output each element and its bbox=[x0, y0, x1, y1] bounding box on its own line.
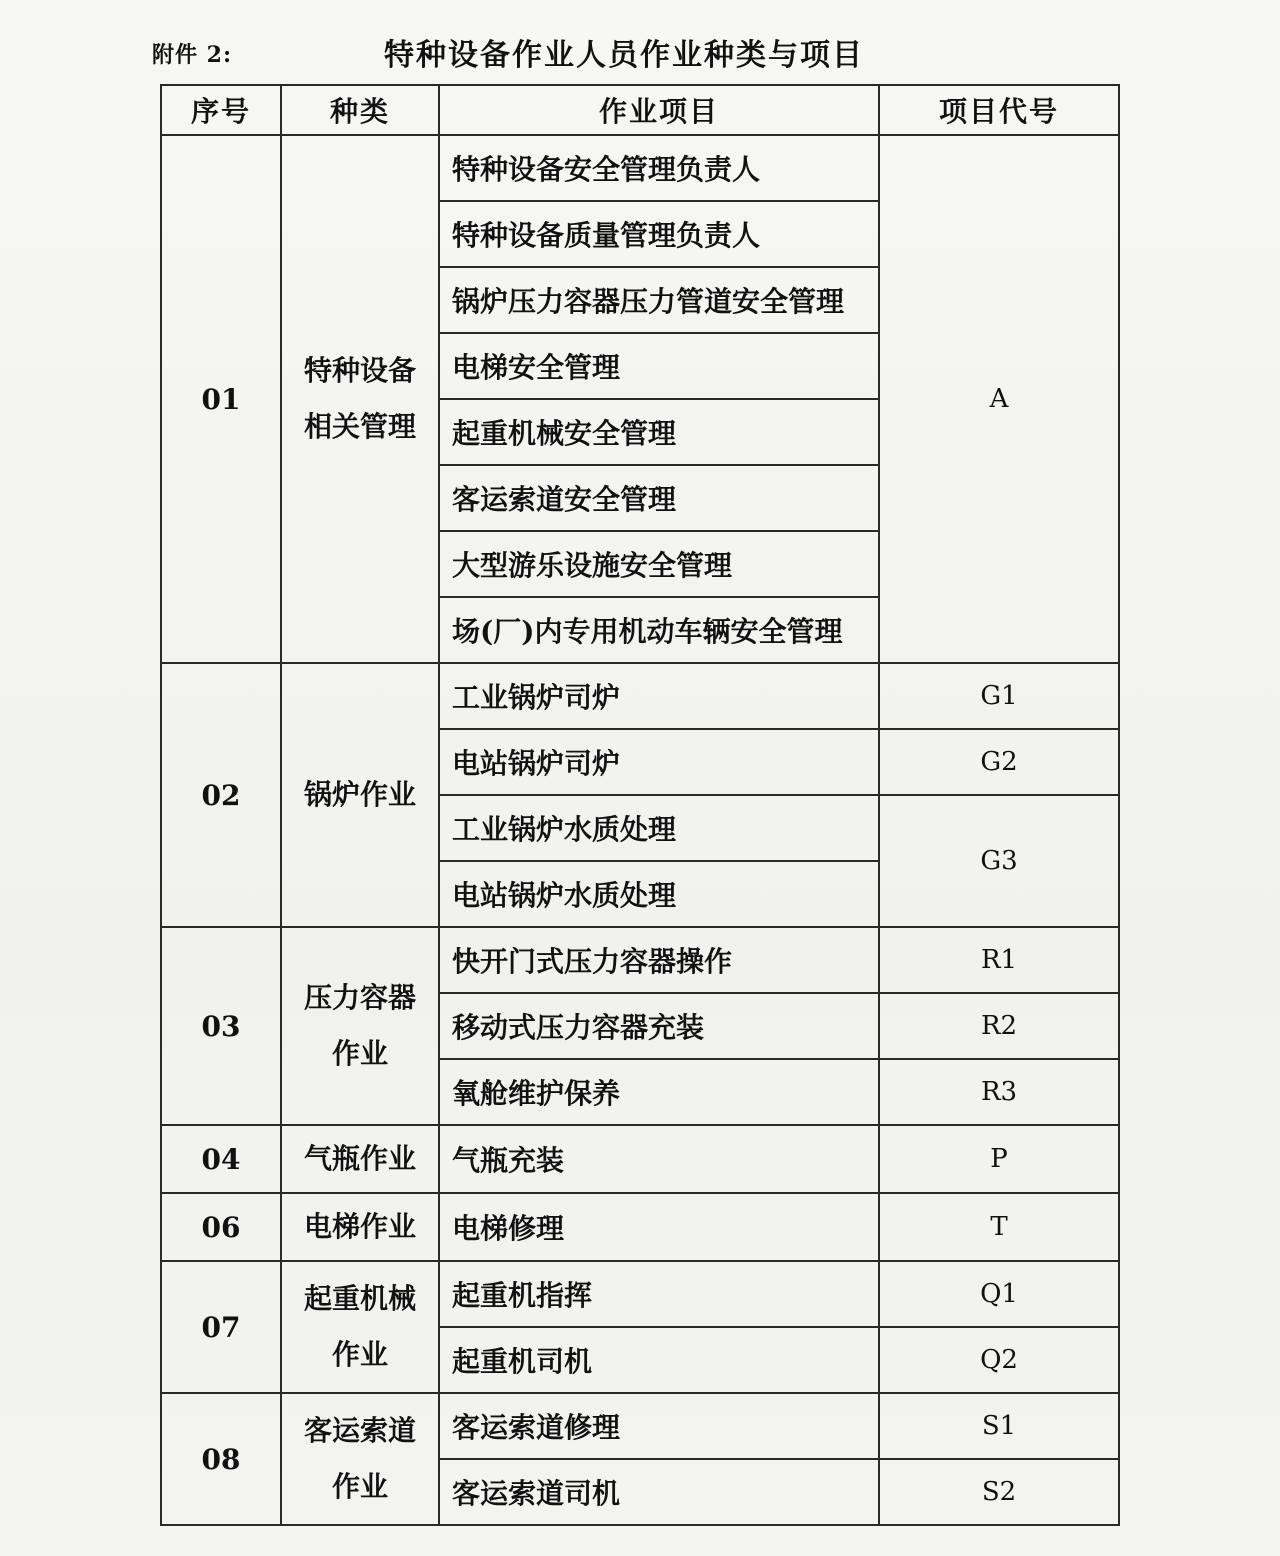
serial-number-cell: 06 bbox=[161, 1193, 281, 1261]
work-item-cell: 起重机械安全管理 bbox=[439, 399, 879, 465]
item-code-cell: S2 bbox=[879, 1459, 1119, 1525]
work-item-cell: 客运索道修理 bbox=[439, 1393, 879, 1459]
item-code-cell: P bbox=[879, 1125, 1119, 1193]
item-code-cell: R2 bbox=[879, 993, 1119, 1059]
serial-number-cell: 03 bbox=[161, 927, 281, 1125]
work-item-cell: 起重机指挥 bbox=[439, 1261, 879, 1327]
category-line: 客运索道 bbox=[303, 1414, 416, 1447]
item-code-cell: S1 bbox=[879, 1393, 1119, 1459]
work-items-table bbox=[160, 84, 1120, 1526]
work-item-cell: 特种设备质量管理负责人 bbox=[439, 201, 879, 267]
category-cell bbox=[281, 1125, 439, 1193]
header-serial-number: 序号 bbox=[161, 85, 281, 135]
work-item-cell: 客运索道安全管理 bbox=[439, 465, 879, 531]
attachment-label: 附件 2: bbox=[152, 42, 233, 68]
serial-number-cell: 04 bbox=[161, 1125, 281, 1193]
work-item-cell: 电梯修理 bbox=[439, 1193, 879, 1261]
category-cell bbox=[281, 135, 439, 663]
serial-number-cell: 02 bbox=[161, 663, 281, 927]
category-line: 气瓶作业 bbox=[303, 1142, 416, 1175]
serial-number-cell: 07 bbox=[161, 1261, 281, 1393]
work-item-cell: 工业锅炉司炉 bbox=[439, 663, 879, 729]
item-code-cell: G1 bbox=[879, 663, 1119, 729]
work-item-cell: 移动式压力容器充装 bbox=[439, 993, 879, 1059]
serial-number-cell: 08 bbox=[161, 1393, 281, 1525]
header-work-item: 作业项目 bbox=[439, 85, 879, 135]
work-item-cell: 氧舱维护保养 bbox=[439, 1059, 879, 1125]
category-line: 作业 bbox=[331, 1470, 388, 1503]
work-item-cell: 特种设备安全管理负责人 bbox=[439, 135, 879, 201]
table-row bbox=[161, 135, 1119, 201]
work-item-cell: 电站锅炉司炉 bbox=[439, 729, 879, 795]
table-row bbox=[161, 1193, 1119, 1261]
category-line: 作业 bbox=[331, 1037, 388, 1070]
work-item-cell: 场(厂)内专用机动车辆安全管理 bbox=[439, 597, 879, 663]
table-header-row bbox=[161, 85, 1119, 135]
work-item-cell: 起重机司机 bbox=[439, 1327, 879, 1393]
work-item-cell: 工业锅炉水质处理 bbox=[439, 795, 879, 861]
table-row bbox=[161, 927, 1119, 993]
table-row bbox=[161, 1393, 1119, 1459]
category-line: 压力容器 bbox=[303, 981, 416, 1014]
category-cell bbox=[281, 663, 439, 927]
category-line: 锅炉作业 bbox=[303, 778, 416, 811]
table-row bbox=[161, 663, 1119, 729]
work-item-cell: 锅炉压力容器压力管道安全管理 bbox=[439, 267, 879, 333]
item-code-cell: R1 bbox=[879, 927, 1119, 993]
category-line: 起重机械 bbox=[303, 1282, 416, 1315]
item-code-cell: Q2 bbox=[879, 1327, 1119, 1393]
work-item-cell: 客运索道司机 bbox=[439, 1459, 879, 1525]
category-line: 相关管理 bbox=[303, 410, 416, 443]
table-row bbox=[161, 1125, 1119, 1193]
item-code-cell: T bbox=[879, 1193, 1119, 1261]
work-item-cell: 电梯安全管理 bbox=[439, 333, 879, 399]
category-line: 特种设备 bbox=[303, 354, 416, 387]
table-body bbox=[161, 135, 1119, 1525]
item-code-cell: Q1 bbox=[879, 1261, 1119, 1327]
category-cell bbox=[281, 927, 439, 1125]
item-code-cell: G2 bbox=[879, 729, 1119, 795]
serial-number-cell: 01 bbox=[161, 135, 281, 663]
work-item-cell: 大型游乐设施安全管理 bbox=[439, 531, 879, 597]
category-cell bbox=[281, 1193, 439, 1261]
header-category: 种类 bbox=[281, 85, 439, 135]
category-line: 作业 bbox=[331, 1338, 388, 1371]
category-line: 电梯作业 bbox=[303, 1210, 416, 1243]
work-item-cell: 气瓶充装 bbox=[439, 1125, 879, 1193]
category-cell bbox=[281, 1261, 439, 1393]
category-cell bbox=[281, 1393, 439, 1525]
work-item-cell: 快开门式压力容器操作 bbox=[439, 927, 879, 993]
table-row bbox=[161, 1261, 1119, 1327]
item-code-cell: G3 bbox=[879, 795, 1119, 927]
item-code-cell: R3 bbox=[879, 1059, 1119, 1125]
item-code-cell: A bbox=[879, 135, 1119, 663]
document-title: 特种设备作业人员作业种类与项目 bbox=[384, 38, 864, 73]
work-item-cell: 电站锅炉水质处理 bbox=[439, 861, 879, 927]
header-item-code: 项目代号 bbox=[879, 85, 1119, 135]
